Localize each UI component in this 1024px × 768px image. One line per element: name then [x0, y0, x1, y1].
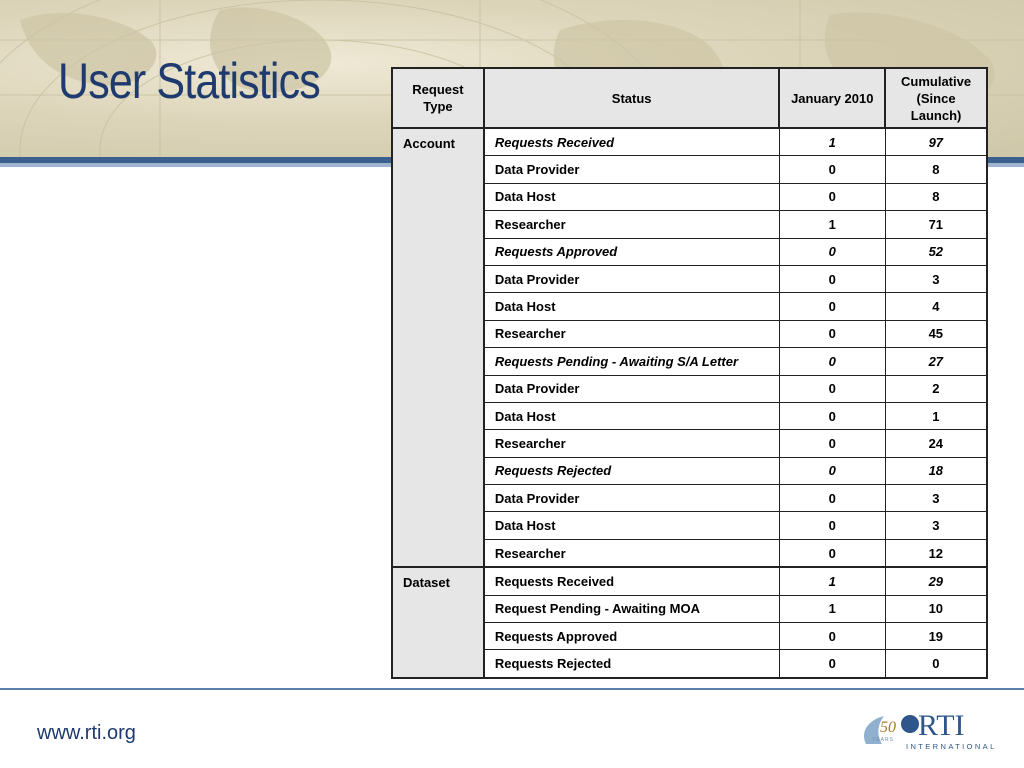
status-cell: Researcher: [484, 539, 780, 567]
logo-anniversary: 50: [880, 719, 896, 736]
status-cell: Data Host: [484, 183, 780, 210]
status-cell: Requests Rejected: [484, 457, 780, 484]
table-row: [392, 128, 987, 156]
table-header-row: [392, 68, 987, 128]
page-title: User Statistics: [58, 53, 320, 109]
header-january: January 2010: [779, 68, 885, 128]
cumulative-cell: 3: [885, 512, 987, 539]
user-statistics-table: [391, 67, 988, 679]
cumulative-cell: 12: [885, 539, 987, 567]
cumulative-cell: 3: [885, 265, 987, 292]
status-cell: Requests Approved: [484, 238, 780, 265]
request-type-account: Account: [392, 128, 484, 567]
cumulative-cell: 19: [885, 623, 987, 650]
cumulative-cell: 3: [885, 485, 987, 512]
status-cell: Requests Rejected: [484, 650, 780, 678]
logo-name: RTI: [918, 709, 965, 742]
january-cell: 0: [779, 375, 885, 402]
cumulative-cell: 8: [885, 183, 987, 210]
cumulative-cell: 97: [885, 128, 987, 156]
cumulative-cell: 24: [885, 430, 987, 457]
status-cell: Request Pending - Awaiting MOA: [484, 595, 780, 622]
table-row: [392, 567, 987, 595]
january-cell: 0: [779, 512, 885, 539]
january-cell: 1: [779, 567, 885, 595]
status-cell: Data Host: [484, 402, 780, 429]
status-cell: Researcher: [484, 320, 780, 347]
logo-years: YEARS: [872, 737, 894, 743]
cumulative-cell: 2: [885, 375, 987, 402]
january-cell: 0: [779, 457, 885, 484]
january-cell: 0: [779, 183, 885, 210]
logo-subtitle: INTERNATIONAL: [906, 742, 997, 751]
status-cell: Researcher: [484, 430, 780, 457]
january-cell: 0: [779, 485, 885, 512]
january-cell: 0: [779, 402, 885, 429]
logo-globe-icon: [901, 715, 919, 733]
rti-logo: [858, 704, 1000, 754]
website-link[interactable]: www.rti.org: [37, 722, 136, 744]
january-cell: 0: [779, 348, 885, 375]
status-cell: Requests Approved: [484, 623, 780, 650]
status-cell: Researcher: [484, 211, 780, 238]
status-cell: Requests Received: [484, 128, 780, 156]
cumulative-cell: 4: [885, 293, 987, 320]
cumulative-cell: 8: [885, 156, 987, 183]
request-type-dataset: Dataset: [392, 567, 484, 678]
footer-divider: [0, 688, 1024, 690]
status-cell: Data Provider: [484, 375, 780, 402]
january-cell: 0: [779, 238, 885, 265]
status-cell: Data Provider: [484, 156, 780, 183]
january-cell: 0: [779, 320, 885, 347]
status-cell: Data Host: [484, 512, 780, 539]
january-cell: 0: [779, 539, 885, 567]
cumulative-cell: 52: [885, 238, 987, 265]
january-cell: 1: [779, 211, 885, 238]
cumulative-cell: 1: [885, 402, 987, 429]
january-cell: 0: [779, 430, 885, 457]
status-cell: Requests Pending - Awaiting S/A Letter: [484, 348, 780, 375]
status-cell: Data Provider: [484, 485, 780, 512]
cumulative-cell: 45: [885, 320, 987, 347]
status-cell: Data Host: [484, 293, 780, 320]
cumulative-cell: 27: [885, 348, 987, 375]
header-status: Status: [484, 68, 780, 128]
cumulative-cell: 29: [885, 567, 987, 595]
cumulative-cell: 18: [885, 457, 987, 484]
january-cell: 0: [779, 650, 885, 678]
january-cell: 0: [779, 623, 885, 650]
january-cell: 0: [779, 293, 885, 320]
status-cell: Data Provider: [484, 265, 780, 292]
cumulative-cell: 71: [885, 211, 987, 238]
cumulative-cell: 0: [885, 650, 987, 678]
header-cumulative: Cumulative (Since Launch): [885, 68, 987, 128]
status-cell: Requests Received: [484, 567, 780, 595]
header-request-type: Request Type: [392, 68, 484, 128]
january-cell: 1: [779, 595, 885, 622]
january-cell: 0: [779, 156, 885, 183]
cumulative-cell: 10: [885, 595, 987, 622]
january-cell: 0: [779, 265, 885, 292]
january-cell: 1: [779, 128, 885, 156]
